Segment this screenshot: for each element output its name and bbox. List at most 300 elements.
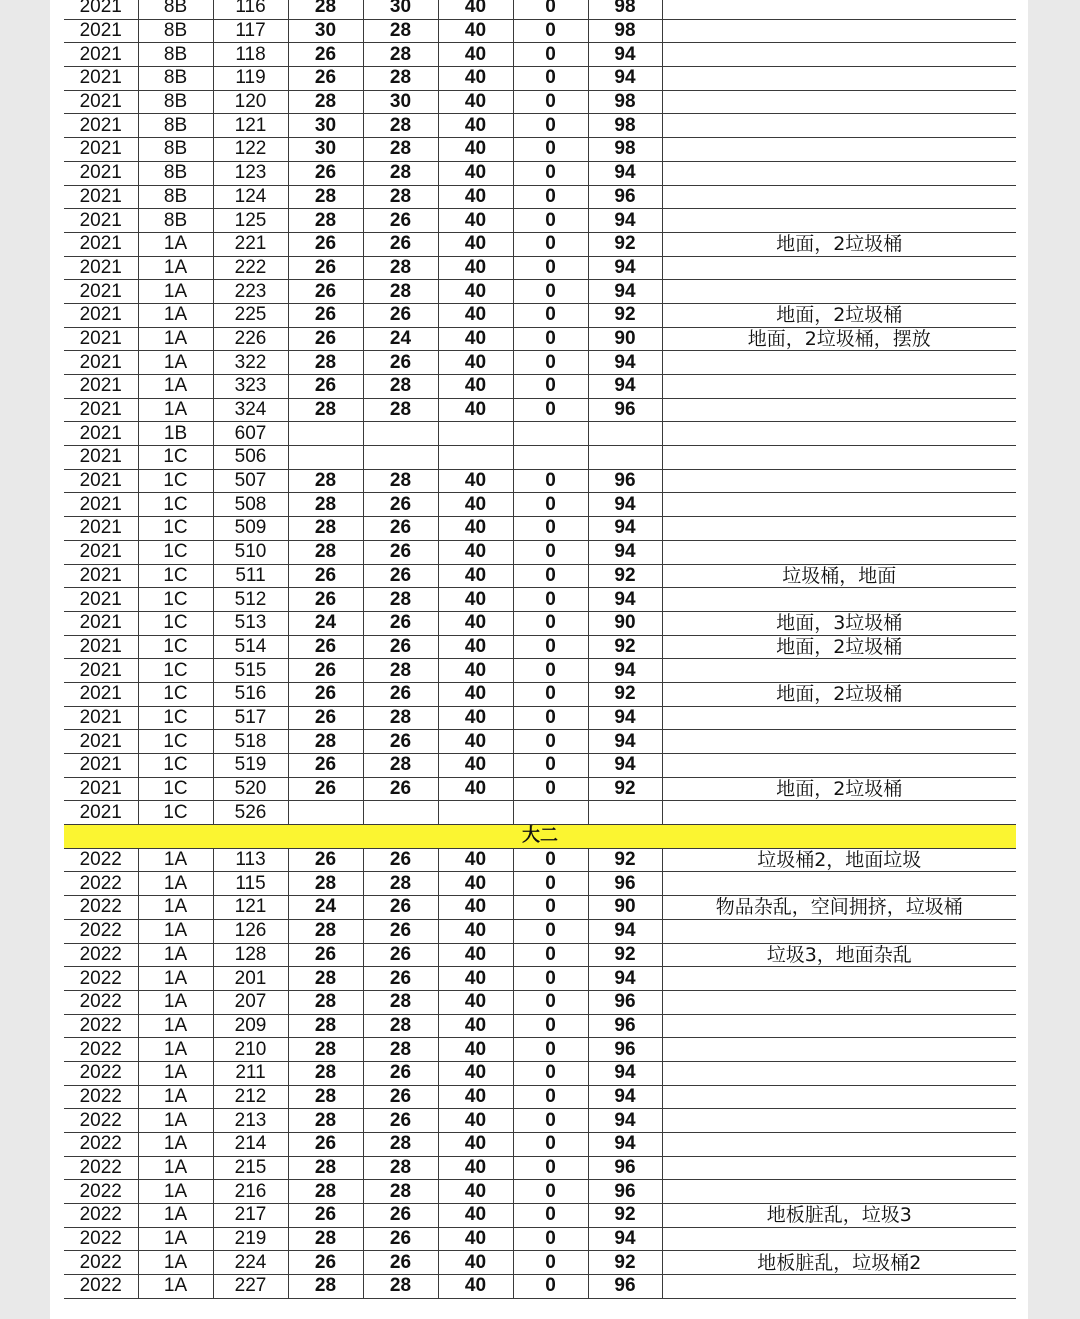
room-cell: 122 — [213, 138, 288, 162]
year-cell: 2022 — [64, 1251, 138, 1275]
score4-cell: 0 — [513, 138, 588, 162]
room-cell: 516 — [213, 682, 288, 706]
room-cell: 215 — [213, 1156, 288, 1180]
score4-cell: 0 — [513, 114, 588, 138]
score1-cell: 30 — [288, 19, 363, 43]
remark-cell — [662, 1061, 1016, 1085]
remark-cell — [662, 256, 1016, 280]
score1-cell: 30 — [288, 138, 363, 162]
building-cell: 1A — [138, 303, 213, 327]
room-cell: 510 — [213, 540, 288, 564]
score2-cell: 26 — [363, 1251, 438, 1275]
year-cell: 2021 — [64, 185, 138, 209]
total-cell: 90 — [588, 327, 662, 351]
room-cell: 201 — [213, 967, 288, 991]
remark-cell — [662, 967, 1016, 991]
room-cell: 513 — [213, 611, 288, 635]
remark-cell — [662, 185, 1016, 209]
total-cell: 92 — [588, 777, 662, 801]
score3-cell: 40 — [438, 161, 513, 185]
score1-cell: 28 — [288, 1038, 363, 1062]
table-row — [64, 422, 1016, 446]
remark-cell — [662, 351, 1016, 375]
score1-cell: 26 — [288, 635, 363, 659]
score2-cell: 28 — [363, 138, 438, 162]
score1-cell: 26 — [288, 375, 363, 399]
room-cell: 120 — [213, 90, 288, 114]
building-cell: 1B — [138, 422, 213, 446]
total-cell: 94 — [588, 67, 662, 91]
score2-cell: 24 — [363, 327, 438, 351]
building-cell: 8B — [138, 67, 213, 91]
score4-cell: 0 — [513, 327, 588, 351]
total-cell: 96 — [588, 1180, 662, 1204]
table-row — [64, 161, 1016, 185]
building-cell: 8B — [138, 114, 213, 138]
score2-cell: 28 — [363, 280, 438, 304]
score-table — [64, 0, 1016, 1299]
total-cell: 90 — [588, 611, 662, 635]
score2-cell: 26 — [363, 517, 438, 541]
room-cell: 121 — [213, 114, 288, 138]
total-cell: 94 — [588, 209, 662, 233]
table-row — [64, 232, 1016, 256]
table-row — [64, 588, 1016, 612]
score1-cell: 24 — [288, 896, 363, 920]
score1-cell: 26 — [288, 67, 363, 91]
score4-cell: 0 — [513, 19, 588, 43]
score3-cell: 40 — [438, 1061, 513, 1085]
building-cell: 1A — [138, 1085, 213, 1109]
remark-cell — [662, 493, 1016, 517]
score1-cell: 28 — [288, 90, 363, 114]
score3-cell: 40 — [438, 43, 513, 67]
table-row — [64, 967, 1016, 991]
room-cell: 607 — [213, 422, 288, 446]
building-cell: 1A — [138, 896, 213, 920]
score2-cell — [363, 422, 438, 446]
remark-cell: 地面，3垃圾桶 — [662, 611, 1016, 635]
score3-cell: 40 — [438, 280, 513, 304]
score1-cell: 26 — [288, 943, 363, 967]
total-cell: 94 — [588, 659, 662, 683]
score3-cell: 40 — [438, 564, 513, 588]
table-row — [64, 611, 1016, 635]
building-cell: 1C — [138, 659, 213, 683]
table-row — [64, 659, 1016, 683]
building-cell: 1A — [138, 990, 213, 1014]
remark-cell — [662, 659, 1016, 683]
score4-cell — [513, 801, 588, 825]
table-row — [64, 517, 1016, 541]
score2-cell: 28 — [363, 990, 438, 1014]
score1-cell: 28 — [288, 517, 363, 541]
year-cell: 2022 — [64, 967, 138, 991]
score4-cell: 0 — [513, 896, 588, 920]
total-cell: 94 — [588, 493, 662, 517]
score4-cell: 0 — [513, 161, 588, 185]
score3-cell: 40 — [438, 0, 513, 19]
building-cell: 8B — [138, 43, 213, 67]
total-cell: 92 — [588, 848, 662, 872]
score1-cell: 26 — [288, 754, 363, 778]
remark-cell — [662, 1156, 1016, 1180]
total-cell: 92 — [588, 943, 662, 967]
building-cell: 1C — [138, 611, 213, 635]
score4-cell: 0 — [513, 540, 588, 564]
score3-cell: 40 — [438, 848, 513, 872]
table-row — [64, 919, 1016, 943]
year-cell: 2021 — [64, 351, 138, 375]
year-cell: 2022 — [64, 943, 138, 967]
score4-cell: 0 — [513, 0, 588, 19]
remark-cell — [662, 0, 1016, 19]
score2-cell: 28 — [363, 256, 438, 280]
table-row — [64, 351, 1016, 375]
building-cell: 1A — [138, 398, 213, 422]
remark-cell — [662, 67, 1016, 91]
score1-cell — [288, 801, 363, 825]
score4-cell: 0 — [513, 730, 588, 754]
score2-cell: 28 — [363, 19, 438, 43]
score3-cell: 40 — [438, 256, 513, 280]
room-cell: 121 — [213, 896, 288, 920]
table-row — [64, 754, 1016, 778]
room-cell: 113 — [213, 848, 288, 872]
total-cell: 94 — [588, 280, 662, 304]
score2-cell: 26 — [363, 611, 438, 635]
score2-cell: 26 — [363, 209, 438, 233]
total-cell: 92 — [588, 1251, 662, 1275]
score1-cell — [288, 422, 363, 446]
remark-cell: 垃圾桶，地面 — [662, 564, 1016, 588]
building-cell: 8B — [138, 209, 213, 233]
year-cell: 2021 — [64, 114, 138, 138]
year-cell: 2021 — [64, 517, 138, 541]
score3-cell: 40 — [438, 90, 513, 114]
year-cell: 2021 — [64, 422, 138, 446]
score4-cell: 0 — [513, 943, 588, 967]
room-cell: 508 — [213, 493, 288, 517]
year-cell: 2022 — [64, 848, 138, 872]
table-row — [64, 398, 1016, 422]
score3-cell: 40 — [438, 1156, 513, 1180]
score3-cell: 40 — [438, 1204, 513, 1228]
score1-cell: 26 — [288, 1133, 363, 1157]
score2-cell: 26 — [363, 919, 438, 943]
table-row — [64, 682, 1016, 706]
total-cell: 94 — [588, 540, 662, 564]
year-cell: 2021 — [64, 754, 138, 778]
table-row — [64, 1251, 1016, 1275]
score4-cell: 0 — [513, 588, 588, 612]
score4-cell: 0 — [513, 469, 588, 493]
score3-cell: 40 — [438, 588, 513, 612]
year-cell: 2021 — [64, 588, 138, 612]
room-cell: 221 — [213, 232, 288, 256]
score4-cell: 0 — [513, 777, 588, 801]
score2-cell: 28 — [363, 1038, 438, 1062]
remark-cell: 垃圾桶2，地面垃圾 — [662, 848, 1016, 872]
table-row — [64, 493, 1016, 517]
score1-cell: 28 — [288, 1227, 363, 1251]
score2-cell: 26 — [363, 943, 438, 967]
score4-cell: 0 — [513, 611, 588, 635]
building-cell: 8B — [138, 185, 213, 209]
building-cell: 1C — [138, 682, 213, 706]
score4-cell: 0 — [513, 990, 588, 1014]
score4-cell: 0 — [513, 1061, 588, 1085]
score1-cell: 28 — [288, 185, 363, 209]
room-cell: 219 — [213, 1227, 288, 1251]
score3-cell: 40 — [438, 1251, 513, 1275]
table-row — [64, 990, 1016, 1014]
score4-cell: 0 — [513, 185, 588, 209]
table-row — [64, 209, 1016, 233]
remark-cell: 地板脏乱，垃圾桶2 — [662, 1251, 1016, 1275]
building-cell: 1C — [138, 540, 213, 564]
building-cell: 1C — [138, 588, 213, 612]
score1-cell: 26 — [288, 303, 363, 327]
building-cell: 1C — [138, 635, 213, 659]
score4-cell: 0 — [513, 1156, 588, 1180]
building-cell: 1A — [138, 280, 213, 304]
score3-cell: 40 — [438, 919, 513, 943]
room-cell: 123 — [213, 161, 288, 185]
room-cell: 124 — [213, 185, 288, 209]
room-cell: 119 — [213, 67, 288, 91]
score3-cell: 40 — [438, 611, 513, 635]
remark-cell — [662, 446, 1016, 470]
remark-cell — [662, 1085, 1016, 1109]
building-cell: 1C — [138, 446, 213, 470]
score4-cell: 0 — [513, 1275, 588, 1299]
total-cell: 94 — [588, 730, 662, 754]
total-cell: 96 — [588, 1014, 662, 1038]
room-cell: 117 — [213, 19, 288, 43]
room-cell: 207 — [213, 990, 288, 1014]
room-cell: 128 — [213, 943, 288, 967]
building-cell: 1A — [138, 232, 213, 256]
score1-cell: 28 — [288, 1275, 363, 1299]
table-row — [64, 280, 1016, 304]
score3-cell: 40 — [438, 1275, 513, 1299]
table-row — [64, 90, 1016, 114]
score3-cell: 40 — [438, 1038, 513, 1062]
total-cell: 94 — [588, 967, 662, 991]
remark-cell: 地面，2垃圾桶 — [662, 635, 1016, 659]
table-row — [64, 872, 1016, 896]
score3-cell: 40 — [438, 1180, 513, 1204]
score3-cell: 40 — [438, 327, 513, 351]
section-row-group — [64, 825, 1016, 849]
table-row — [64, 1204, 1016, 1228]
score3-cell: 40 — [438, 67, 513, 91]
remark-cell — [662, 1133, 1016, 1157]
score4-cell — [513, 422, 588, 446]
year-cell: 2021 — [64, 161, 138, 185]
score4-cell: 0 — [513, 375, 588, 399]
score1-cell: 28 — [288, 1014, 363, 1038]
table-row — [64, 1061, 1016, 1085]
score4-cell: 0 — [513, 754, 588, 778]
score2-cell: 28 — [363, 872, 438, 896]
score4-cell: 0 — [513, 351, 588, 375]
score4-cell: 0 — [513, 872, 588, 896]
score2-cell: 26 — [363, 848, 438, 872]
remark-cell — [662, 1275, 1016, 1299]
table-row — [64, 0, 1016, 19]
table-row — [64, 564, 1016, 588]
year-cell: 2021 — [64, 493, 138, 517]
score1-cell: 28 — [288, 0, 363, 19]
building-cell: 1C — [138, 801, 213, 825]
table-row — [64, 730, 1016, 754]
year-cell: 2021 — [64, 138, 138, 162]
room-cell: 223 — [213, 280, 288, 304]
room-cell: 224 — [213, 1251, 288, 1275]
table-row — [64, 777, 1016, 801]
building-cell: 1C — [138, 706, 213, 730]
building-cell: 8B — [138, 90, 213, 114]
room-cell: 227 — [213, 1275, 288, 1299]
score2-cell: 26 — [363, 730, 438, 754]
year-cell: 2021 — [64, 90, 138, 114]
score1-cell: 28 — [288, 1109, 363, 1133]
score2-cell: 28 — [363, 185, 438, 209]
score3-cell: 40 — [438, 1109, 513, 1133]
score4-cell: 0 — [513, 1109, 588, 1133]
score3-cell: 40 — [438, 967, 513, 991]
year-cell: 2022 — [64, 1038, 138, 1062]
total-cell: 94 — [588, 754, 662, 778]
year-cell: 2021 — [64, 540, 138, 564]
total-cell: 92 — [588, 1204, 662, 1228]
score2-cell: 26 — [363, 493, 438, 517]
score3-cell: 40 — [438, 943, 513, 967]
score1-cell: 28 — [288, 493, 363, 517]
building-cell: 1A — [138, 1133, 213, 1157]
remark-cell — [662, 919, 1016, 943]
score3-cell: 40 — [438, 19, 513, 43]
score1-cell: 28 — [288, 540, 363, 564]
remark-cell — [662, 990, 1016, 1014]
total-cell: 96 — [588, 185, 662, 209]
score3-cell: 40 — [438, 706, 513, 730]
score3-cell: 40 — [438, 1014, 513, 1038]
total-cell: 92 — [588, 232, 662, 256]
year-cell: 2022 — [64, 1275, 138, 1299]
score3-cell: 40 — [438, 1133, 513, 1157]
total-cell: 94 — [588, 1109, 662, 1133]
score1-cell: 26 — [288, 1204, 363, 1228]
score4-cell: 0 — [513, 635, 588, 659]
room-cell: 506 — [213, 446, 288, 470]
score4-cell: 0 — [513, 967, 588, 991]
score2-cell: 28 — [363, 588, 438, 612]
room-cell: 210 — [213, 1038, 288, 1062]
year-cell: 2021 — [64, 659, 138, 683]
year-cell: 2021 — [64, 801, 138, 825]
remark-cell — [662, 422, 1016, 446]
remark-cell — [662, 872, 1016, 896]
score1-cell: 26 — [288, 848, 363, 872]
score3-cell: 40 — [438, 351, 513, 375]
year-cell: 2021 — [64, 280, 138, 304]
remark-cell — [662, 138, 1016, 162]
year-cell: 2021 — [64, 0, 138, 19]
score4-cell: 0 — [513, 919, 588, 943]
score2-cell: 26 — [363, 1109, 438, 1133]
score1-cell: 28 — [288, 469, 363, 493]
score1-cell: 26 — [288, 161, 363, 185]
score4-cell: 0 — [513, 659, 588, 683]
score1-cell: 28 — [288, 1180, 363, 1204]
score1-cell: 28 — [288, 919, 363, 943]
score2-cell: 28 — [363, 1133, 438, 1157]
total-cell: 98 — [588, 90, 662, 114]
table-row — [64, 635, 1016, 659]
score2-cell: 26 — [363, 967, 438, 991]
score4-cell: 0 — [513, 1227, 588, 1251]
score4-cell: 0 — [513, 517, 588, 541]
score2-cell: 28 — [363, 43, 438, 67]
year-cell: 2022 — [64, 1156, 138, 1180]
score4-cell: 0 — [513, 280, 588, 304]
building-cell: 1A — [138, 967, 213, 991]
score1-cell: 26 — [288, 327, 363, 351]
table-row — [64, 138, 1016, 162]
score3-cell: 40 — [438, 493, 513, 517]
score2-cell: 26 — [363, 232, 438, 256]
total-cell — [588, 446, 662, 470]
score4-cell: 0 — [513, 256, 588, 280]
score3-cell: 40 — [438, 540, 513, 564]
score2-cell: 26 — [363, 1204, 438, 1228]
score4-cell: 0 — [513, 1133, 588, 1157]
score4-cell: 0 — [513, 43, 588, 67]
table-row — [64, 303, 1016, 327]
remark-cell: 地面，2垃圾桶 — [662, 777, 1016, 801]
score3-cell: 40 — [438, 872, 513, 896]
score3-cell: 40 — [438, 185, 513, 209]
building-cell: 8B — [138, 0, 213, 19]
table-row — [64, 1180, 1016, 1204]
score2-cell: 26 — [363, 1061, 438, 1085]
score2-cell: 28 — [363, 1156, 438, 1180]
building-cell: 1A — [138, 919, 213, 943]
remark-cell — [662, 469, 1016, 493]
building-cell: 1A — [138, 1038, 213, 1062]
year-cell: 2021 — [64, 777, 138, 801]
score1-cell: 28 — [288, 1085, 363, 1109]
remark-cell — [662, 161, 1016, 185]
total-cell: 92 — [588, 303, 662, 327]
score3-cell: 40 — [438, 682, 513, 706]
building-cell: 1A — [138, 351, 213, 375]
room-cell: 225 — [213, 303, 288, 327]
remark-cell — [662, 1109, 1016, 1133]
total-cell: 92 — [588, 564, 662, 588]
score4-cell: 0 — [513, 682, 588, 706]
score2-cell: 26 — [363, 682, 438, 706]
building-cell: 1A — [138, 1204, 213, 1228]
score3-cell: 40 — [438, 114, 513, 138]
score1-cell: 26 — [288, 280, 363, 304]
score4-cell: 0 — [513, 564, 588, 588]
room-cell: 324 — [213, 398, 288, 422]
total-cell: 94 — [588, 706, 662, 730]
